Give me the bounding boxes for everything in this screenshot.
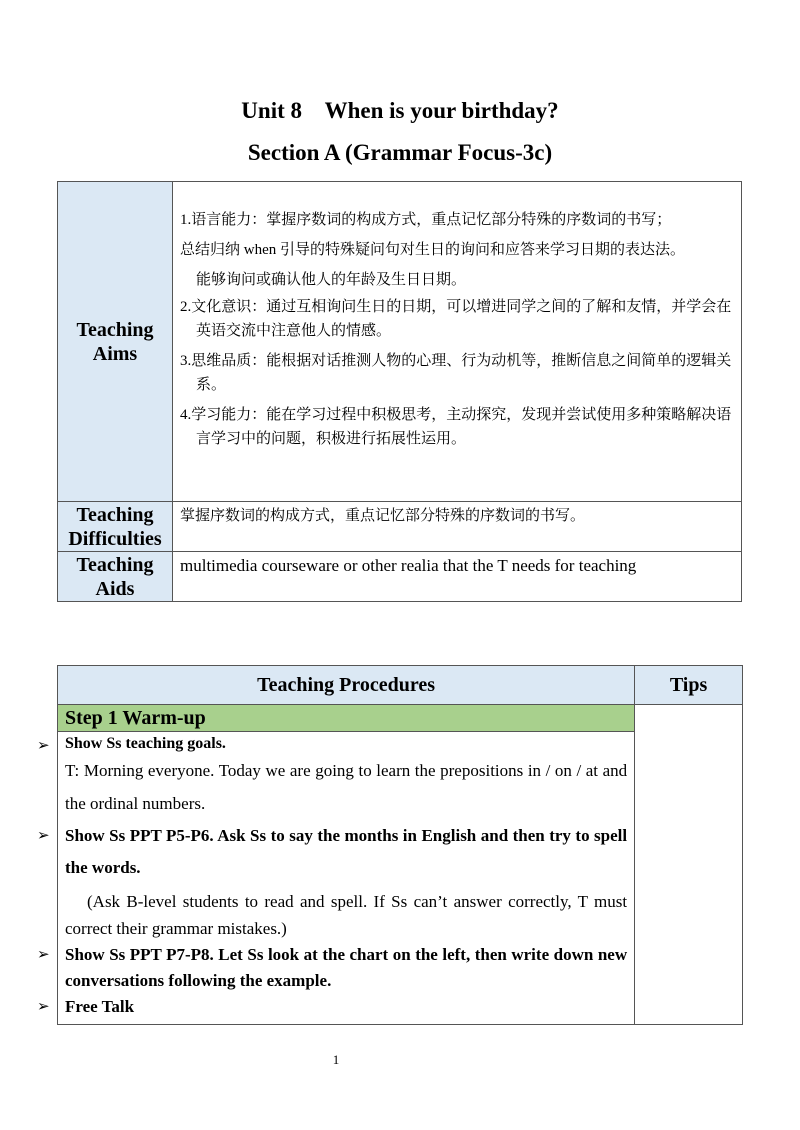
tips-cell [635,705,743,1025]
procedure-item: ➢ Show Ss PPT P5-P6. Ask Ss to say the months in English and then try to spell the words. (Ask B-level students to read and spell. If Ss can’t answer correctly, T must correct their grammar mistakes.) [37,826,628,938]
teaching-aims-content [173,182,742,502]
document-title: Unit 8 When is your birthday? [241,98,559,123]
step-title: Step 1 Warm-up [58,705,635,732]
procedures-header: Teaching Procedures [58,666,635,705]
procedures-table [37,665,743,1025]
aim-line: 能够询问或确认他人的年龄及生日日期。 [196,272,467,288]
tips-header: Tips [635,666,743,705]
bullet-arrow-icon: ➢ [37,736,50,754]
aim-line: 2.文化意识：通过互相询问生日的日期，可以增进同学之间的了解和友情，并学会在英语交流中注意他人的情感。 [180,299,732,339]
aim-line: 3.思维品质：能根据对话推测人物的心理、行为动机等，推断信息之间简单的逻辑关系。 [180,353,732,393]
procedure-item: ➢ Show Ss teaching goals. T: Morning everyone. Today we are going to learn the prepositions in / on / at and the ordinal numbers. [37,735,628,813]
aim-line: 1.语言能力：掌握序数词的构成方式，重点记忆部分特殊的序数词的书写； [180,212,672,228]
teaching-difficulties-content: 掌握序数词的构成方式，重点记忆部分特殊的序数词的书写。 [173,502,742,552]
teaching-aims-label: Teaching Aims [58,182,173,502]
bullet-arrow-icon: ➢ [37,945,50,963]
document-subtitle: Section A (Grammar Focus-3c) [247,140,553,165]
teaching-difficulties-label: Teaching Difficulties [58,502,173,552]
procedure-item: ➢ Show Ss PPT P7-P8. Let Ss look at the chart on the left, then write down new conversations following the example. [37,945,628,990]
bullet-arrow-icon: ➢ [37,826,50,844]
aim-line: 总结归纳 when 引导的特殊疑问句对生日的询问和应答来学习日期的表达法。 [180,242,685,258]
teaching-aids-content: multimedia courseware or other realia that the T needs for teaching [173,552,742,602]
page-number: 1 [332,1052,340,1067]
aim-line: 4.学习能力：能在学习过程中积极思考，主动探究，发现并尝试使用多种策略解决语言学习中的问题，积极进行拓展性运用。 [180,407,732,447]
procedure-item: ➢ Free Talk [37,997,135,1016]
step-body [37,732,635,1025]
teaching-aids-label: Teaching Aids [58,552,173,602]
info-table [57,181,742,602]
bullet-arrow-icon: ➢ [37,997,50,1015]
